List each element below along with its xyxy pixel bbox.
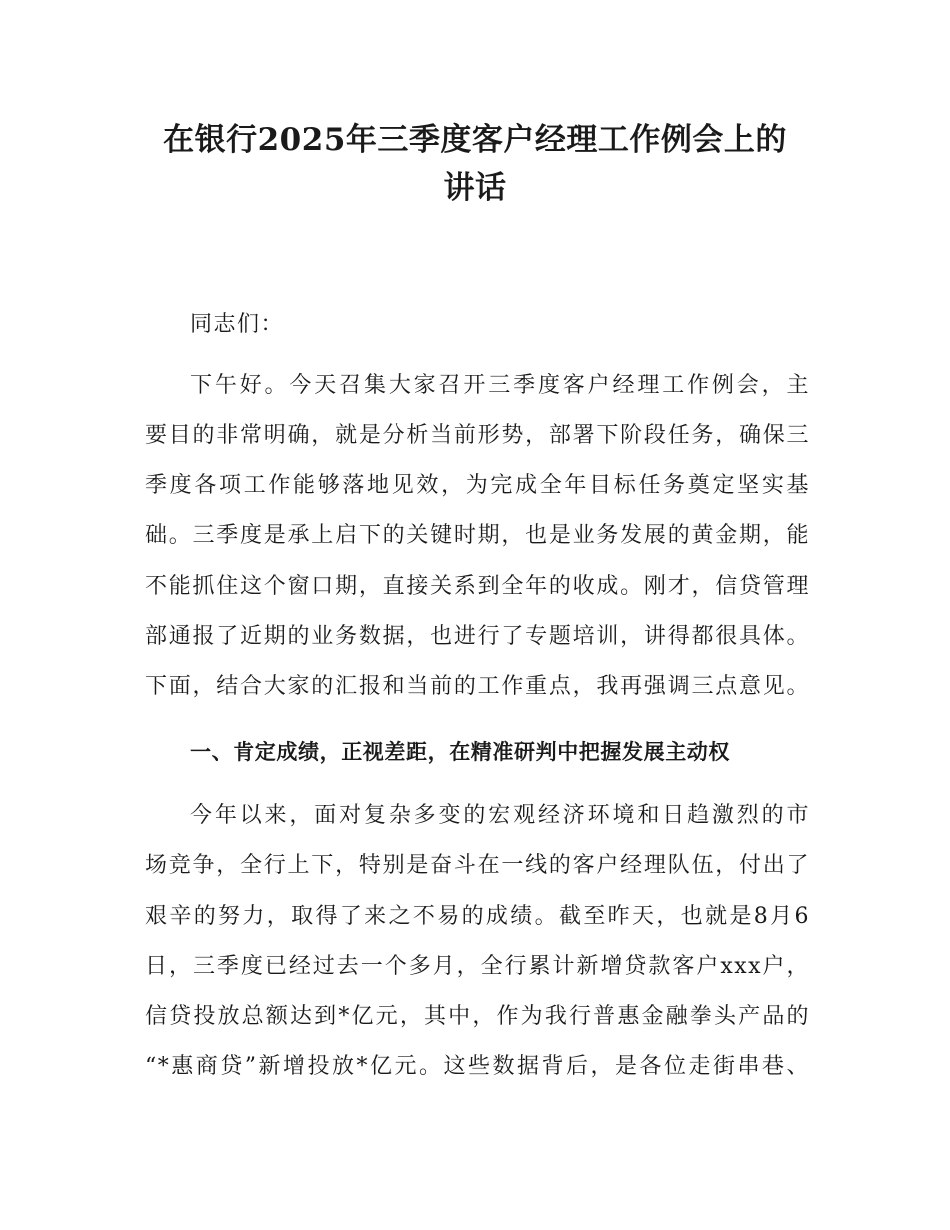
- salutation: 同志们：: [190, 312, 285, 337]
- paragraph-1-line: 不能抓住这个窗口期，直接关系到全年的收成。刚才，信贷管理: [145, 574, 810, 599]
- paragraph-1-line: 下面，结合大家的汇报和当前的工作重点，我再强调三点意见。: [145, 674, 810, 699]
- paragraph-1-line: 要目的非常明确，就是分析当前形势，部署下阶段任务，确保三: [145, 423, 810, 448]
- paragraph-2-line: “*惠商贷”新增投放*亿元。这些数据背后，是各位走街串巷、: [145, 1054, 810, 1079]
- paragraph-2-line: 信贷投放总额达到*亿元，其中，作为我行普惠金融拳头产品的: [145, 1004, 810, 1029]
- paragraph-2-line: 日，三季度已经过去一个多月，全行累计新增贷款客户xxx户，: [145, 954, 810, 979]
- document-title-line-2: 讲话: [443, 170, 507, 206]
- document-title-line-1: 在银行2025年三季度客户经理工作例会上的: [163, 122, 787, 158]
- paragraph-2-line: 艰辛的努力，取得了来之不易的成绩。截至昨天，也就是8月6: [145, 904, 810, 929]
- paragraph-2-line: 今年以来，面对复杂多变的宏观经济环境和日趋激烈的市: [190, 803, 810, 828]
- section-heading: 一、肯定成绩，正视差距，在精准研判中把握发展主动权: [190, 740, 730, 764]
- paragraph-1-line: 下午好。今天召集大家召开三季度客户经理工作例会，主: [190, 373, 810, 398]
- paragraph-1-line: 础。三季度是承上启下的关键时期，也是业务发展的黄金期，能: [145, 523, 810, 548]
- paragraph-1-line: 季度各项工作能够落地见效，为完成全年目标任务奠定坚实基: [145, 473, 810, 498]
- paragraph-1-line: 部通报了近期的业务数据，也进行了专题培训，讲得都很具体。: [145, 624, 810, 649]
- paragraph-2-line: 场竞争，全行上下，特别是奋斗在一线的客户经理队伍，付出了: [145, 853, 810, 878]
